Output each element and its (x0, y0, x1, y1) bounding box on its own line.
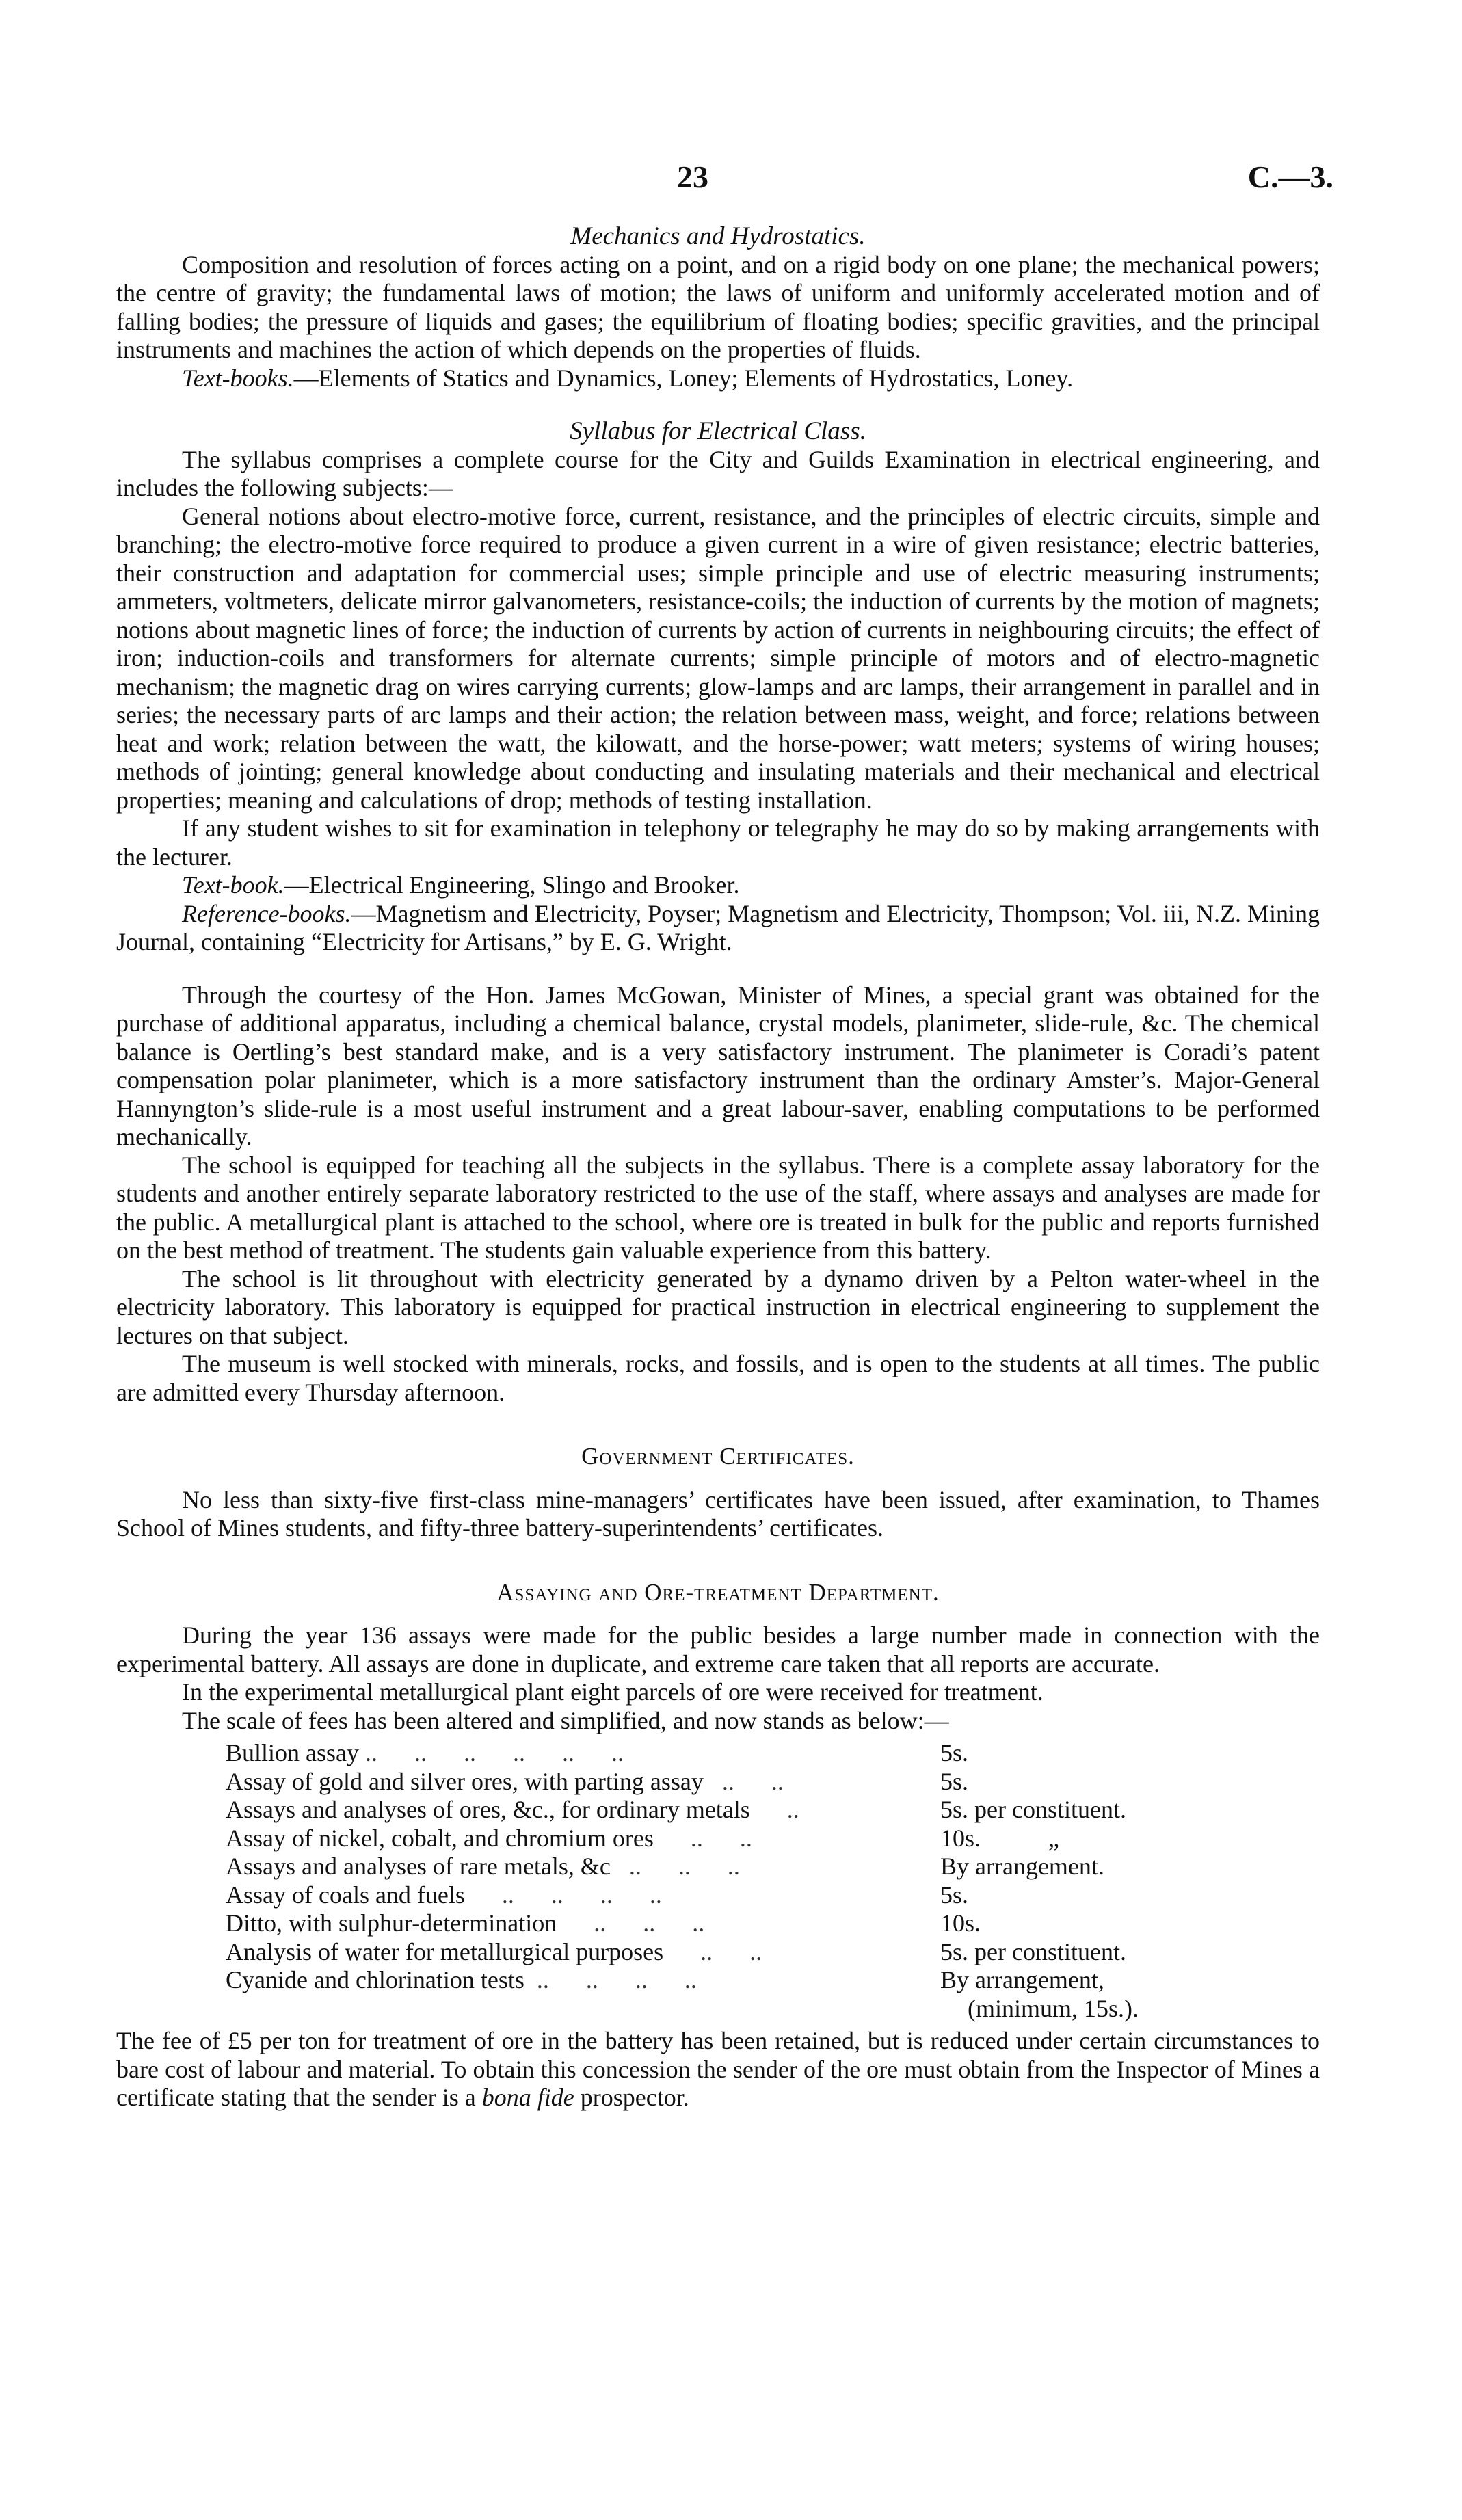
fee-price: 5s. per constituent. (940, 1937, 1126, 1965)
reference-list: —Magnetism and Electricity, Poyser; Magnetism and Electricity, Thompson; Vol. iii, N.Z. Mining Journal, containing “Electricity for Artisans,” by E. G. Wright. (116, 899, 1320, 955)
fee-row (226, 1938, 1214, 1967)
fee-price: By arrangement, (940, 1966, 1104, 1993)
electrical-reference (116, 900, 1320, 957)
fee-leader: .. .. (703, 1767, 784, 1795)
battery-fee-text: The fee of £5 per ton for treatment of ore in the battery has been retained, but is reduced under certain circumstances to bare cost of labour and material. To obtain this concession the sender of the ore must obtain from the Inspector of Mines a certificate stating that the sender is a (116, 2027, 1320, 2111)
mechanics-textbooks (116, 364, 1320, 393)
fee-leader: .. .. .. .. (464, 1881, 662, 1909)
fee-item: Assays and analyses of ores, &c., for ordinary metals (226, 1796, 750, 1823)
equipment-paragraph: The school is equipped for teaching all the subjects in the syllabus. There is a complete assay laboratory for the students and another entirely separate laboratory restricted to the use of the staff, where assays and analyses are made for the public. A metallurgical plant is attached to the school, where ore is treated in bulk for the public and reports furnished on the best method of treatment. The students gain valuable experience from this battery. (116, 1151, 1320, 1264)
fee-item: Cyanide and chlorination tests (226, 1966, 524, 1993)
battery-fee-end: prospector. (574, 2084, 689, 2111)
textbook-title: —Electrical Engineering, Slingo and Brooker. (284, 871, 740, 899)
fee-price: 5s. (940, 1739, 969, 1766)
fee-item: Analysis of water for metallurgical purposes (226, 1937, 664, 1965)
reference-label: Reference-books. (182, 899, 351, 927)
fee-price: 10s. „ (940, 1824, 1059, 1852)
textbooks-label: Text-books. (182, 364, 294, 392)
textbooks-list: —Elements of Statics and Dynamics, Loney; Elements of Hydrostatics, Loney. (293, 364, 1074, 392)
fee-leader: .. .. (663, 1937, 762, 1965)
fees-intro: The scale of fees has been altered and simplified, and now stands as below:— (182, 1706, 949, 1734)
fee-leader: .. (749, 1796, 799, 1823)
electricity-paragraph: The school is lit throughout with electricity generated by a dynamo driven by a Pelton water-wheel in the electricity laboratory. This laboratory is equipped for practical instruction in electrical engineering to supplement the lectures on that subject. (116, 1264, 1320, 1349)
certificates-heading: Government Certificates. (581, 1443, 855, 1470)
apparatus-paragraph: Through the courtesy of the Hon. James McGowan, Minister of Mines, a special grant was obtained for the purchase of additional apparatus, including a chemical balance, crystal models, planimeter, slide-rule, &c. The chemical balance is Oertling’s best standard make, and is a very satisfactory instrument. The planimeter is Coradi’s patent compensation polar planimeter, which is a more satisfactory instrument than the ordinary Amster’s. Major-General Hannyngton’s slide-rule is a most useful instrument and a great labour-saver, enabling computations to be performed mechanically. (116, 981, 1320, 1150)
page-number: 23 (677, 159, 708, 194)
fee-leader: .. .. .. .. (524, 1966, 697, 1993)
mechanics-heading: Mechanics and Hydrostatics. (570, 222, 866, 250)
electrical-subjects: General notions about electro-motive force, current, resistance, and the principles of electric circuits, simple and branching; the electro-motive force required to produce a given current in a wire of given resistance; electric batteries, their construction and adaptation for commercial uses; simple principle and use of electric measuring instruments; ammeters, voltmeters, delicate mirror galvanometers, resistance-coils; the induction of currents by the motion of magnets; notions about magnetic lines of force; the induction of currents by action of currents in neighbouring circuits; the effect of iron; induction-coils and transformers for alternate currents; simple principle of motors and of electro-magnetic mechanism; the magnetic drag on wires carrying currents; glow-lamps and arc lamps, their arrangement in parallel and in series; the necessary parts of arc lamps and their action; the relation between mass, weight, and force; relations between heat and work; relation between the watt, the kilowatt, and the horse-power; watt meters; systems of wiring houses; methods of jointing; general knowledge about conducting and insulating materials and their mechanical and electrical properties; meaning and calculations of drop; methods of testing installation. (116, 502, 1320, 814)
fee-price: 5s. (940, 1881, 969, 1909)
page-header (116, 159, 1333, 207)
assaying-heading: Assaying and Ore-treatment Department. (496, 1578, 940, 1606)
fee-item: Assay of nickel, cobalt, and chromium ores (226, 1824, 654, 1852)
fee-row (226, 1768, 1214, 1796)
fee-leader: .. .. (653, 1824, 752, 1852)
fee-item: Bullion assay (226, 1739, 359, 1766)
fee-row (226, 1881, 1214, 1910)
electrical-textbook (116, 871, 1320, 900)
bona-fide-text: bona fide (481, 2084, 574, 2111)
museum-paragraph: The museum is well stocked with minerals, rocks, and fossils, and is open to the students at all times. The public are admitted every Thursday afternoon. (116, 1350, 1320, 1406)
fee-row (226, 1739, 1214, 1768)
fee-leader: .. .. .. (557, 1909, 705, 1937)
fee-row (226, 1825, 1214, 1853)
battery-fee-paragraph (116, 2027, 1320, 2112)
fee-row (226, 1796, 1214, 1825)
fee-price: 5s. per constituent. (940, 1796, 1126, 1823)
electrical-intro: The syllabus comprises a complete course for the City and Guilds Examination in electrical engineering, and includes the following subjects:— (116, 445, 1320, 501)
fee-row (226, 1909, 1214, 1938)
fee-item: Assay of coals and fuels (226, 1881, 465, 1909)
fee-leader: .. .. .. (610, 1853, 740, 1880)
fee-item: Ditto, with sulphur-determination (226, 1909, 557, 1937)
textbook-label: Text-book. (182, 871, 284, 899)
fee-price: 10s. (940, 1909, 981, 1937)
fee-table (226, 1739, 1214, 2023)
fee-item: Assay of gold and silver ores, with parting assay (226, 1767, 704, 1795)
electrical-telephony: If any student wishes to sit for examination in telephony or telegraphy he may do so by making arrangements with the lecturer. (116, 814, 1320, 871)
fee-price: 5s. (940, 1767, 969, 1795)
electrical-heading: Syllabus for Electrical Class. (570, 417, 866, 445)
fee-row (226, 1995, 1214, 2024)
fee-price: By arrangement. (940, 1853, 1104, 1880)
fee-item: Assays and analyses of rare metals, &c (226, 1853, 611, 1880)
certificates-body: No less than sixty-five first-class mine-managers’ certificates have been issued, after examination, to Thames School of Mines students, and fifty-three battery-superintendents’ certificates. (116, 1485, 1320, 1541)
mechanics-body: Composition and resolution of forces acting on a point, and on a rigid body on one plane; the mechanical powers; the centre of gravity; the fundamental laws of motion; the laws of uniform and uniformly accelerated motion and of falling bodies; the pressure of liquids and gases; the equilibrium of floating bodies; specific gravities, and the principal instruments and machines the action of which depends on the properties of fluids. (116, 250, 1320, 363)
assays-paragraph: During the year 136 assays were made for the public besides a large number made in connection with the experimental battery. All assays are done in duplicate, and extreme care taken that all reports are accurate. (116, 1621, 1320, 1677)
fee-row (226, 1853, 1214, 1881)
fee-row (226, 1966, 1214, 1995)
plant-paragraph: In the experimental metallurgical plant eight parcels of ore were received for treatment. (182, 1678, 1044, 1706)
document-reference: C.—3. (1247, 159, 1333, 194)
fee-leader: .. .. .. .. .. .. (359, 1739, 624, 1766)
fee-note: (minimum, 15s.). (968, 1994, 1139, 2022)
page-content (116, 222, 1320, 2112)
